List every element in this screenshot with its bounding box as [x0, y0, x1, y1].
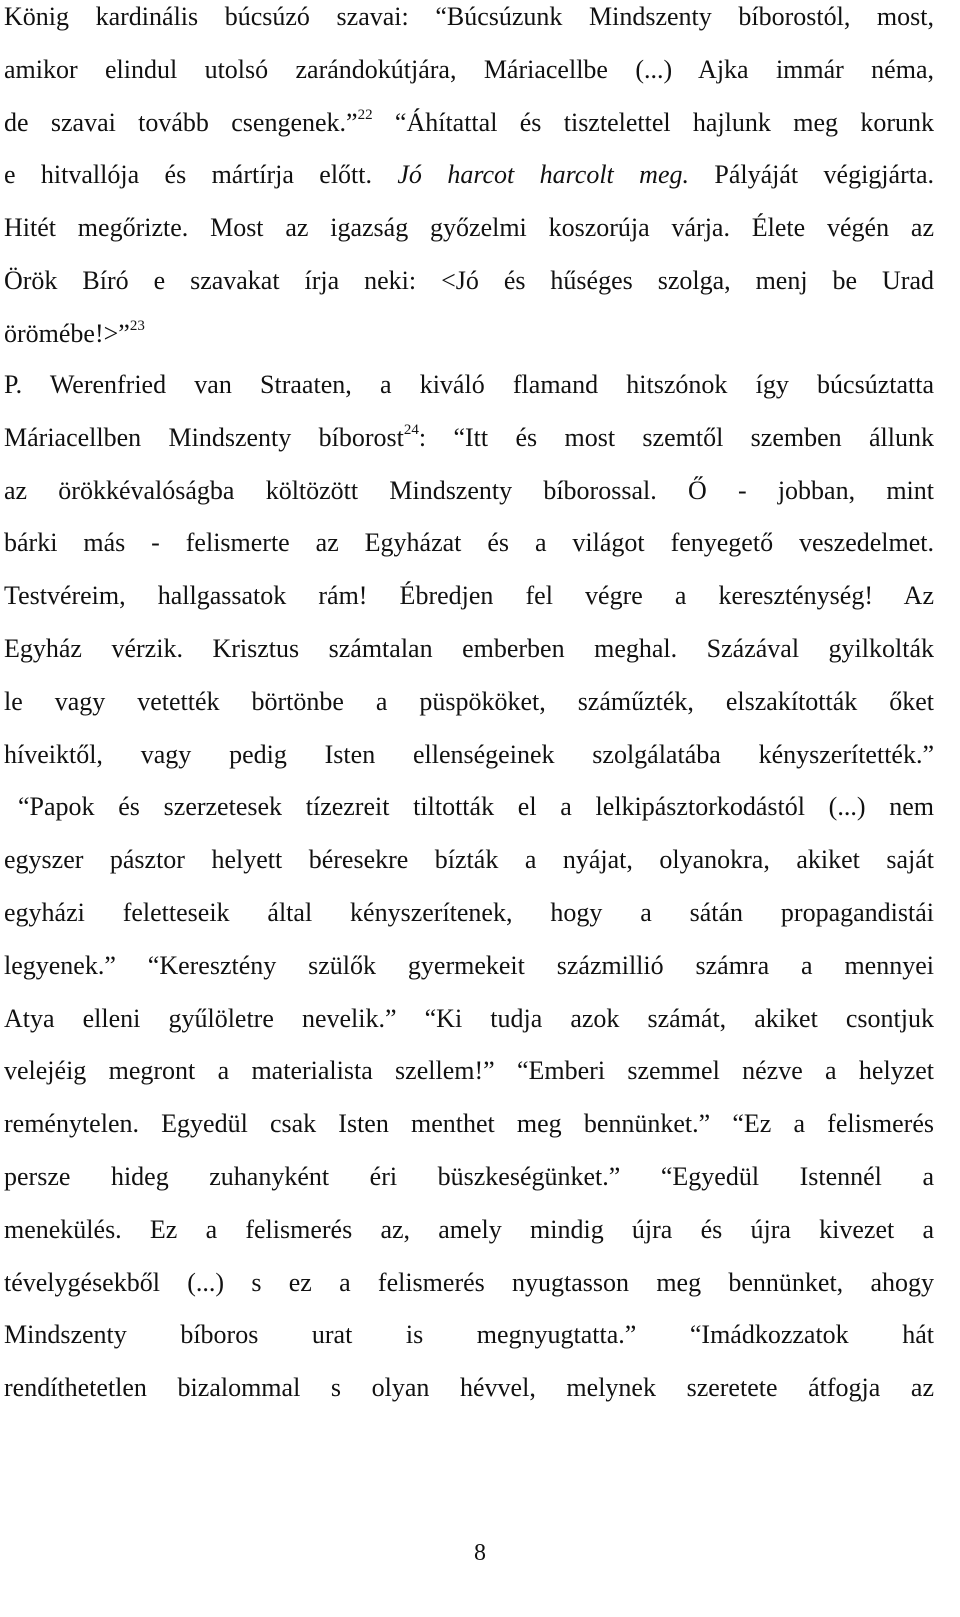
italic-quote: Jó harcot harcolt meg.	[397, 160, 689, 190]
text-line: “Papok és szerzetesek tízezreit tiltották el a lelkipásztorkodástól (...) nem	[18, 792, 934, 822]
text-segment: “Áhítattal és tisztelettel hajlunk meg korunk	[372, 107, 934, 137]
text-line: tévelygésekből (...) s ez a felismerés nyugtasson meg bennünket, ahogy	[4, 1267, 934, 1297]
text-line	[4, 412, 934, 465]
text-line: reménytelen. Egyedül csak Isten menthet meg bennünket.” “Ez a felismerés	[4, 1109, 934, 1139]
text-line: velejéig megront a materialista szellem!” “Emberi szemmel nézve a helyzet	[4, 1056, 934, 1086]
text-line: menekülés. Ez a felismerés az, amely mindig újra és újra kivezet a	[4, 1214, 934, 1244]
text-line: egyszer pásztor helyett béresekre bízták a nyájat, olyanokra, akiket saját	[4, 845, 934, 875]
text-segment: örömébe!>”	[4, 318, 130, 348]
text-segment: : “Itt és most szemtől szemben állunk	[418, 422, 934, 452]
paragraph-konig-farewell	[4, 0, 934, 361]
page-number: 8	[474, 1540, 486, 1566]
text-line: legyenek.” “Keresztény szülők gyermekeit százmillió számra a mennyei	[4, 950, 934, 980]
text-line: König kardinális búcsúzó szavai: “Búcsúzunk Mindszenty bíborostól, most,	[4, 2, 934, 31]
text-line: Testvéreim, hallgassatok rám! Ébredjen fel végre a kereszténység! Az	[4, 581, 934, 611]
text-line: Atya elleni gyűlöletre nevelik.” “Ki tudja azok számát, akiket csontjuk	[4, 1003, 934, 1033]
text-line: amikor elindul utolsó zarándokútjára, Máriacellbe (...) Ajka immár néma,	[4, 54, 934, 84]
text-line	[4, 97, 934, 150]
text-line: persze hideg zuhanyként éri büszkeségünket.” “Egyedül Istennél a	[4, 1161, 934, 1191]
text-line: le vagy vetették börtönbe a püspököket, száműzték, elszakították őket	[4, 686, 934, 716]
footnote-ref-22: 22	[357, 106, 373, 123]
text-segment: Máriacellben Mindszenty bíborost	[4, 422, 404, 452]
text-segment: e hitvallója és mártírja előtt.	[4, 160, 398, 190]
text-line: az örökkévalóságba költözött Mindszenty bíborossal. Ő - jobban, mint	[4, 475, 934, 505]
footnote-ref-23: 23	[129, 317, 145, 334]
text-line: Örök Bíró e szavakat írja neki: <Jó és hűséges szolga, menj be Urad	[4, 265, 934, 295]
text-line: rendíthetetlen bizalommal s olyan hévvel, melynek szeretete átfogja az	[4, 1373, 934, 1403]
text-line: híveiktől, vagy pedig Isten ellenségeinek szolgálatába kényszerítették.”	[4, 739, 934, 769]
text-line: Egyház vérzik. Krisztus számtalan emberben meghal. Százával gyilkolták	[4, 633, 934, 663]
text-line	[4, 149, 934, 202]
text-line: Mindszenty bíboros urat is megnyugtatta.” “Imádkozzatok hát	[4, 1320, 934, 1350]
text-line: egyházi feletteseik által kényszerítenek, hogy a sátán propagandistái	[4, 897, 934, 927]
text-line: Hitét megőrizte. Most az igazság győzelmi koszorúja várja. Élete végén az	[4, 213, 934, 243]
text-line	[4, 308, 934, 361]
footnote-ref-24: 24	[403, 421, 419, 438]
text-line: bárki más - felismerte az Egyházat és a világot fenyegető veszedelmet.	[4, 528, 934, 558]
text-line: P. Werenfried van Straaten, a kiváló flamand hitszónok így búcsúztatta	[4, 370, 934, 399]
paragraph-werenfried-farewell	[4, 359, 934, 1415]
text-segment: de szavai tovább csengenek.”	[4, 107, 358, 137]
text-segment: Pályáját végigjárta.	[689, 160, 934, 190]
